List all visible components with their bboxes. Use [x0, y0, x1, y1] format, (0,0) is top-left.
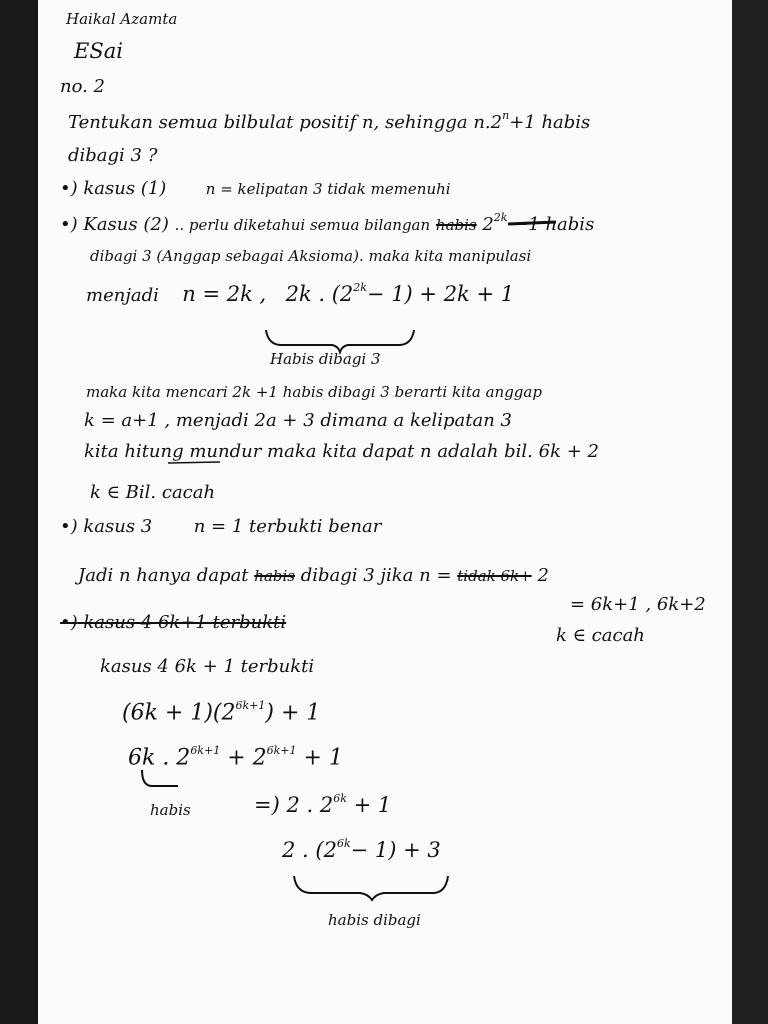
- kasus-4-eq2-c: + 1: [303, 745, 343, 771]
- kasus-4-eq2-exponent-1: 6k+1: [190, 744, 221, 757]
- kasus-2-line-3: [86, 281, 515, 306]
- kasus-3-line: [60, 518, 381, 536]
- question-text-b: +1 habis: [509, 112, 591, 133]
- kasus-4-eq1-exponent: 6k+1: [235, 699, 266, 712]
- paragraph-line-1: maka kita mencari 2k +1 habis dibagi 3 berarti kita anggap: [86, 383, 542, 401]
- kasus-4-eq2-b: + 2: [227, 745, 267, 771]
- kasus-2-expression-a: 2k . (2: [285, 282, 354, 306]
- kasus-4-eq3-exponent: 6k: [333, 792, 347, 805]
- kasus-4-eq1-b: ) + 1: [265, 700, 321, 726]
- kasus-4-eq3-b: + 1: [353, 793, 392, 817]
- kasus-2-line-1: [60, 211, 595, 235]
- kasus-1-text: n = kelipatan 3 tidak memenuhi: [205, 180, 451, 198]
- kasus-4-eq2-exponent-2: 6k+1: [266, 744, 297, 757]
- kasus-2-expression-exponent: 2k: [353, 281, 367, 294]
- kasus-4-equation-2: [128, 744, 343, 771]
- kasus-4-struck-bullet: •): [60, 612, 78, 633]
- kasus-4-struck-text: kasus 4 6k+1 terbukti: [83, 612, 287, 633]
- paragraph-line-4: k ∈ Bil. cacah: [90, 482, 216, 503]
- kasus-2-menjadi: menjadi: [86, 285, 159, 306]
- kasus-1-bullet: •): [60, 178, 78, 199]
- kasus-4-line: kasus 4 6k + 1 terbukti: [100, 656, 315, 677]
- brace-label-habis-dibagi-3: Habis dibagi 3: [270, 350, 381, 368]
- kasus-2-exponent: 2k: [493, 211, 508, 224]
- kasus-3-label: kasus 3: [83, 516, 153, 537]
- kasus-4-eq3-a: =) 2 . 2: [254, 793, 334, 817]
- kasus-4-equation-1: [122, 699, 321, 726]
- kasus-2-bullet: •): [60, 214, 78, 235]
- question-exponent: n: [502, 109, 510, 122]
- author-name: Haikal Azamta: [66, 10, 178, 28]
- kasus-2-n-equals: n = 2k ,: [182, 282, 267, 306]
- kasus-4-habis-label: habis: [150, 801, 191, 819]
- kasus-3-bullet: •): [60, 516, 78, 537]
- kasus-2-label: Kasus (2): [83, 214, 169, 235]
- conclusion-text-b: dibagi 3 jika n =: [300, 565, 452, 586]
- paragraph-line-2: k = a+1 , menjadi 2a + 3 dimana a kelipatan 3: [84, 410, 513, 431]
- kasus-2-text-c: −1 habis: [513, 214, 595, 235]
- question-line-1: [68, 109, 591, 133]
- question-line-2: dibagi 3 ?: [68, 145, 158, 166]
- conclusion-line-1: [78, 567, 549, 585]
- kasus-4-eq4-exponent: 6k: [336, 837, 351, 850]
- kasus-1-label: kasus (1): [83, 178, 167, 199]
- conclusion-struck-word: habis: [254, 567, 295, 585]
- kasus-4-equation-4: [282, 837, 441, 862]
- conclusion-struck-word-2: tidak 6k+: [457, 567, 532, 585]
- kasus-2-text-b: 2: [482, 214, 494, 235]
- kasus-2-struck-word: habis: [435, 216, 477, 234]
- paragraph-line-3: kita hitung mundur maka kita dapat n adalah bil. 6k + 2: [84, 441, 599, 462]
- kasus-4-struck-line: [60, 614, 286, 632]
- background-edge: [732, 0, 768, 1024]
- question-text-a: Tentukan semua bilbulat positif n, sehingga n.2: [68, 112, 503, 133]
- kasus-2-text-a: .. perlu diketahui semua bilangan: [174, 216, 431, 234]
- kasus-2-line-2: dibagi 3 (Anggap sebagai Aksioma). maka kita manipulasi: [90, 247, 532, 265]
- kasus-2-expression-b: − 1) + 2k + 1: [366, 282, 515, 306]
- question-number: no. 2: [60, 76, 106, 97]
- kasus-1-line: [60, 180, 451, 198]
- conclusion-line-2: = 6k+1 , 6k+2: [570, 594, 706, 615]
- question-type: ESai: [74, 39, 123, 63]
- conclusion-text-a: Jadi n hanya dapat: [78, 565, 249, 586]
- kasus-4-eq4-b: − 1) + 3: [350, 838, 441, 862]
- kasus-4-eq2-a: 6k . 2: [128, 745, 191, 771]
- kasus-3-text: n = 1 terbukti benar: [193, 516, 382, 537]
- kasus-4-final-label: habis dibagi: [328, 911, 421, 929]
- conclusion-line-3: k ∈ cacah: [556, 625, 645, 646]
- conclusion-text-c: 2: [537, 565, 549, 586]
- kasus-4-equation-3: [254, 792, 392, 817]
- kasus-4-eq4-a: 2 . (2: [282, 838, 337, 862]
- kasus-4-eq1-a: (6k + 1)(2: [122, 700, 236, 726]
